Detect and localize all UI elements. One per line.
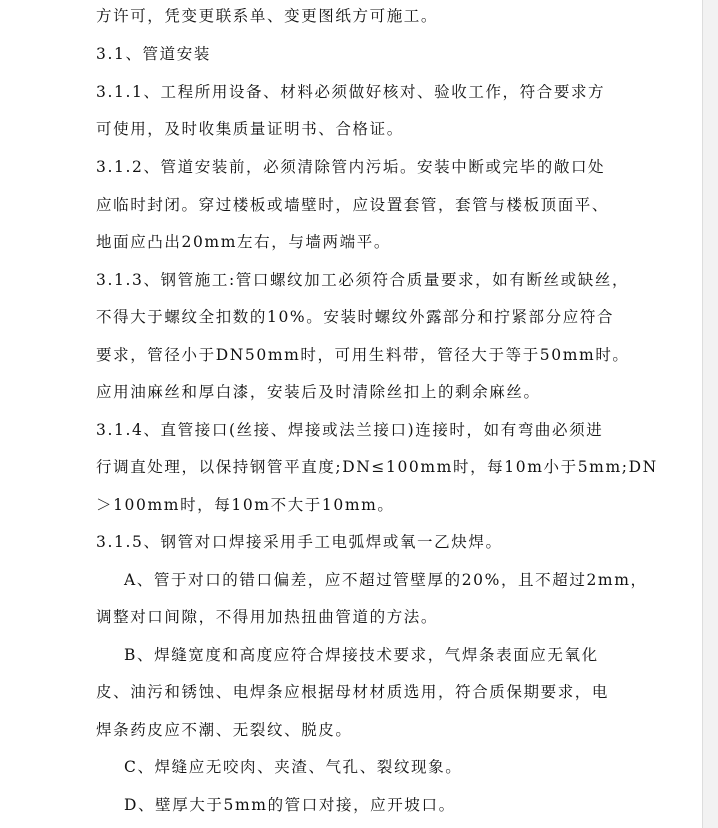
text-line: 皮、油污和锈蚀、电焊条应根据母材材质选用，符合质保期要求，电 (96, 683, 610, 701)
text-line: 地面应凸出20mm左右，与墙两端平。 (96, 233, 391, 251)
text-line: A、管于对口的错口偏差，应不超过管壁厚的20%，且不超过2mm， (124, 571, 648, 589)
text-line: 方许可，凭变更联系单、变更图纸方可施工。 (96, 7, 439, 25)
text-line: 行调直处理，以保持钢管平直度;DN≤100mm时，每10m小于5mm;DN (96, 458, 658, 476)
text-line: B、焊缝宽度和高度应符合焊接技术要求，气焊条表面应无氧化 (124, 646, 599, 664)
text-line: 应用油麻丝和厚白漆，安装后及时清除丝扣上的剩余麻丝。 (96, 383, 541, 401)
text-line: 3.1.1、工程所用设备、材料必须做好核对、验收工作，符合要求方 (96, 83, 606, 101)
text-line: 3.1.2、管道安装前，必须清除管内污垢。安装中断或完毕的敞口处 (96, 158, 606, 176)
text-line: 应临时封闭。穿过楼板或墙壁时，应设置套管，套管与楼板顶面平、 (96, 196, 610, 214)
text-line: 调整对口间隙，不得用加热扭曲管道的方法。 (96, 608, 439, 626)
text-line: D、壁厚大于5mm的管口对接，应开坡口。 (124, 796, 456, 814)
text-line: 3.1.4、直管接口(丝接、焊接或法兰接口)连接时，如有弯曲必须进 (96, 421, 604, 439)
text-line: ＞100mm时，每10m不大于10mm。 (96, 496, 395, 514)
text-line: C、焊缝应无咬肉、夹渣、气孔、裂纹现象。 (124, 758, 463, 776)
text-line: 可使用，及时收集质量证明书、合格证。 (96, 120, 404, 138)
text-line: 焊条药皮应不潮、无裂纹、脱皮。 (96, 721, 353, 739)
text-line: 3.1.3、钢管施工:管口螺纹加工必须符合质量要求，如有断丝或缺丝， (96, 271, 630, 289)
page-edge-divider (702, 0, 718, 828)
text-line: 不得大于螺纹全扣数的10%。安装时螺纹外露部分和拧紧部分应符合 (96, 308, 615, 326)
text-line: 要求，管径小于DN50mm时，可用生料带，管径大于等于50mm时。 (96, 346, 630, 364)
text-line: 3.1.5、钢管对口焊接采用手工电弧焊或氧一乙炔焊。 (96, 533, 503, 551)
section-heading: 3.1、管道安装 (96, 45, 211, 63)
